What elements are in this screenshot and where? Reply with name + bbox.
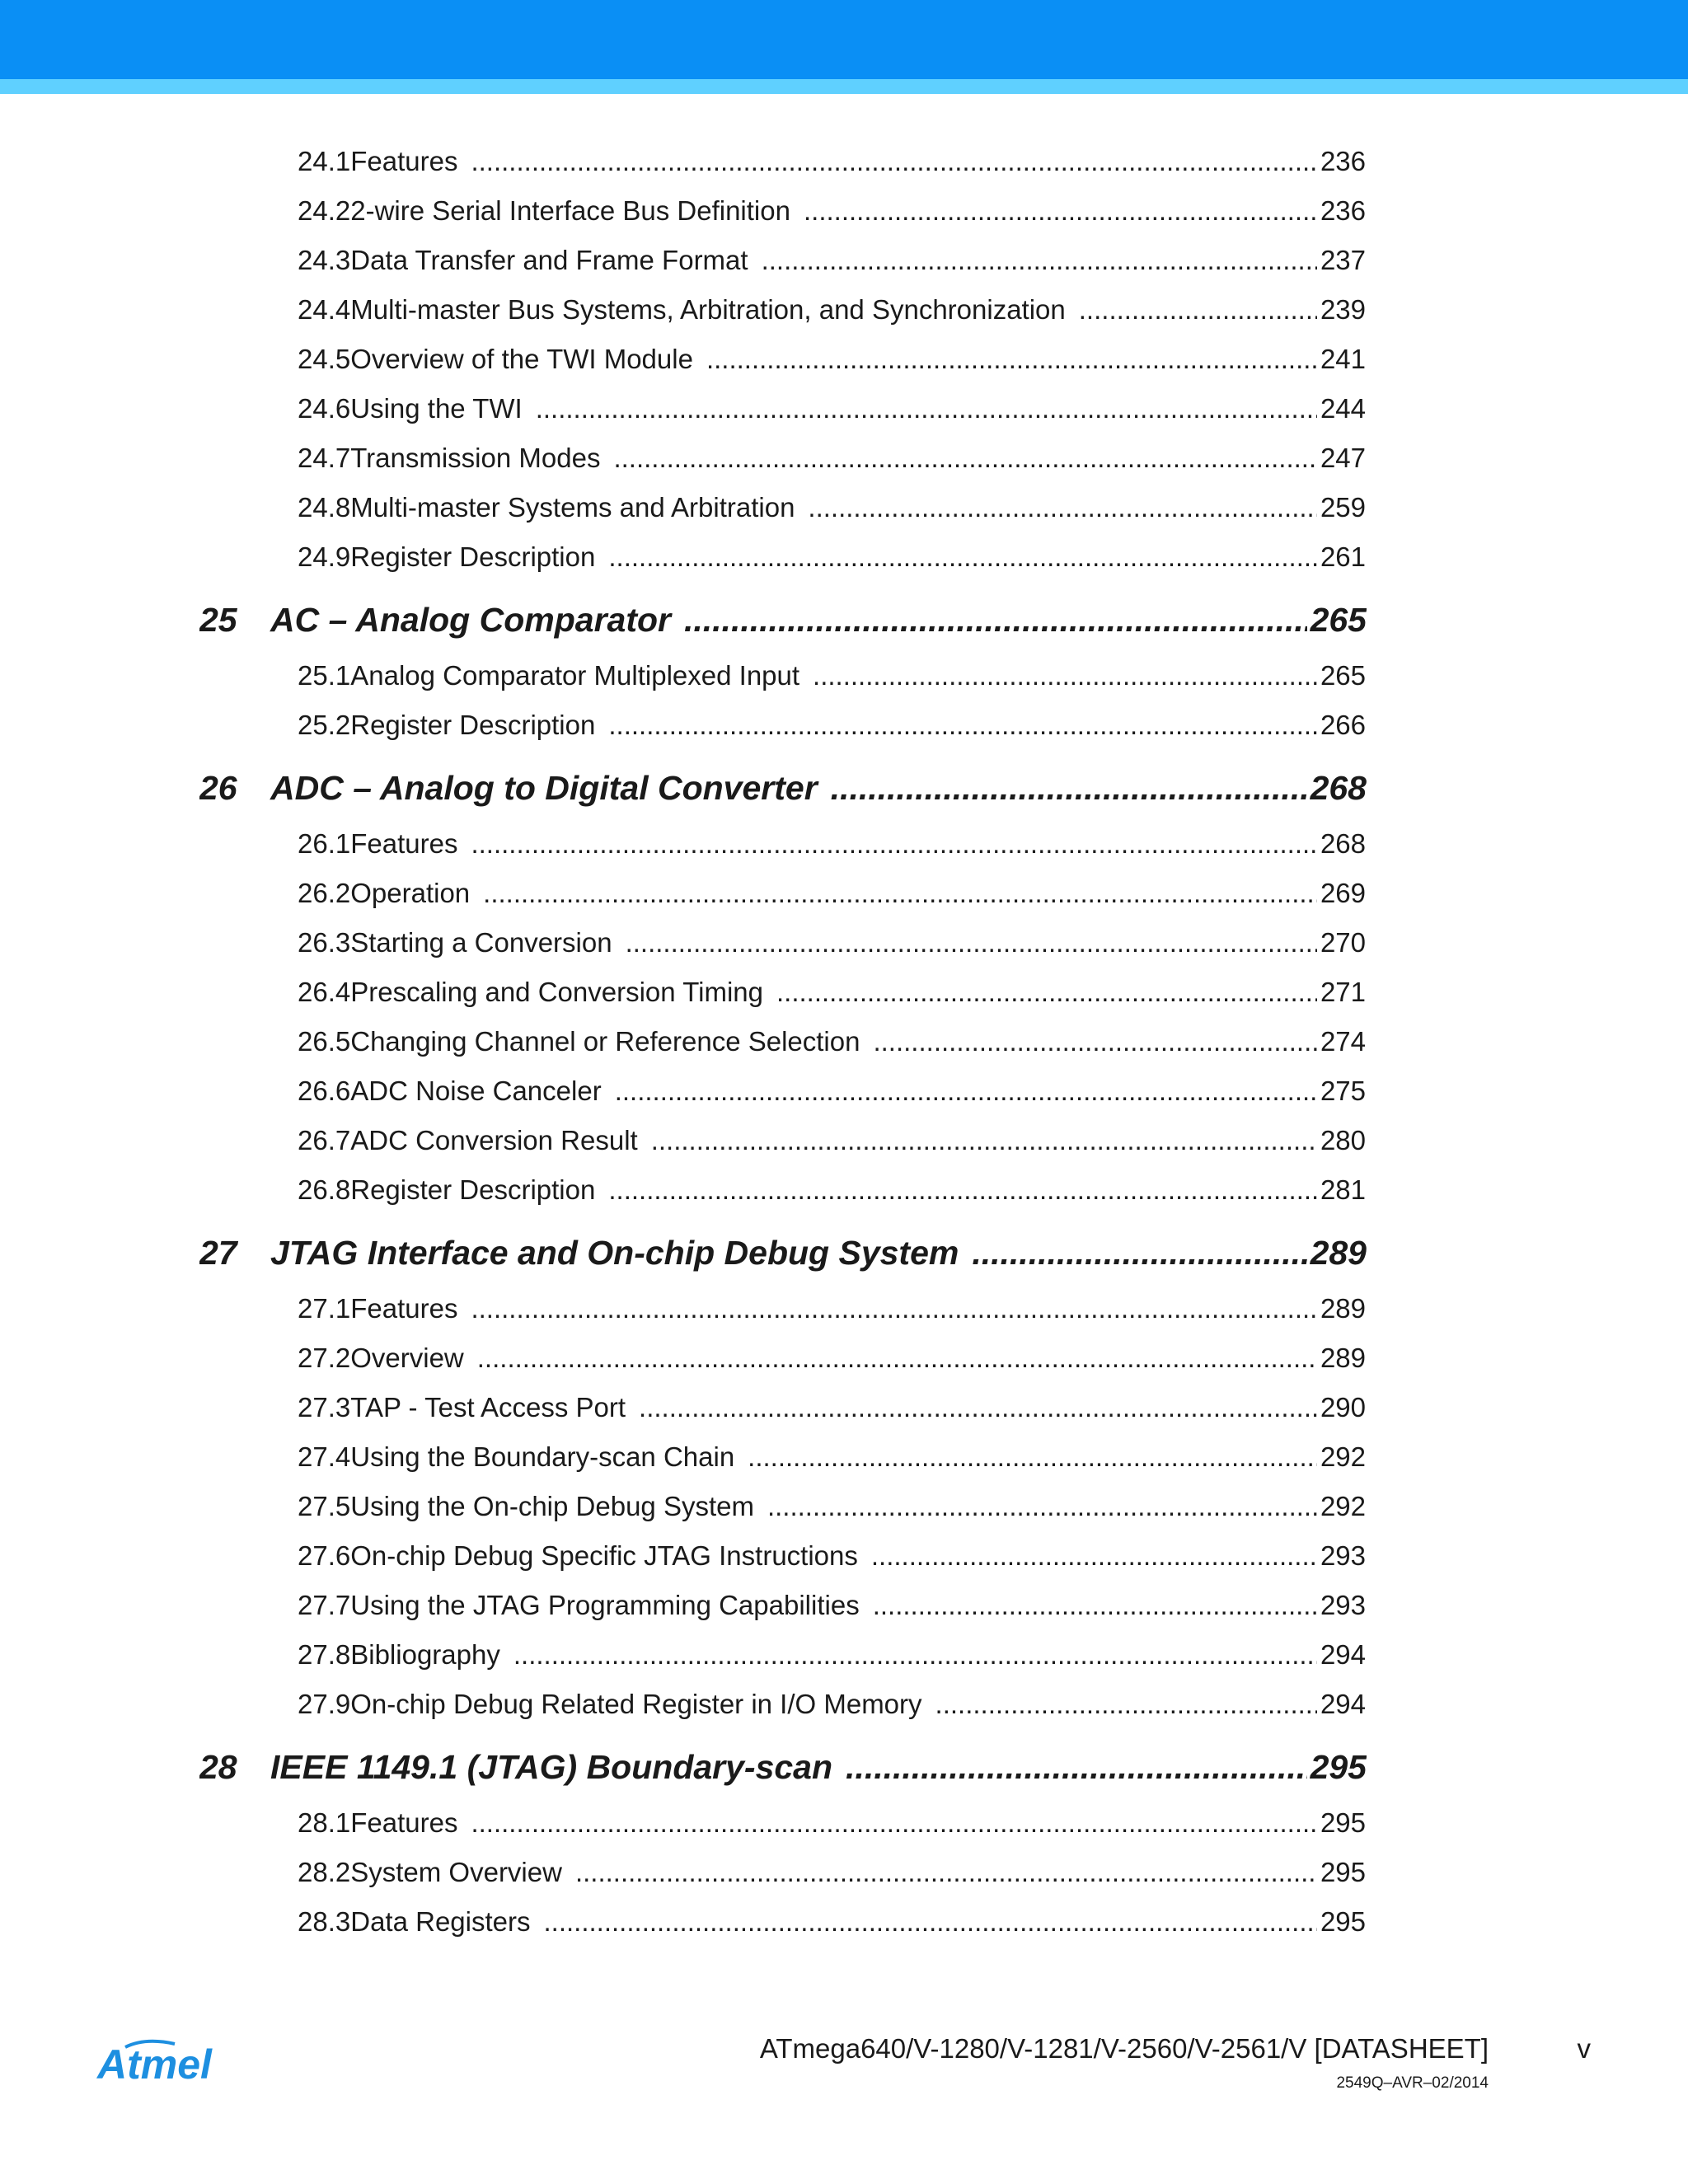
section-title: On-chip Debug Specific JTAG Instructions (350, 1540, 858, 1571)
dot-leader (477, 1333, 1317, 1383)
dot-leader (651, 1116, 1317, 1165)
dot-leader (471, 819, 1316, 869)
toc-section-entry[interactable] (298, 651, 1366, 701)
page-reference: 268 (1310, 769, 1367, 807)
toc-section-entry[interactable] (298, 1284, 1366, 1333)
toc-section-entry[interactable] (298, 819, 1366, 869)
toc-section-entry[interactable] (298, 1116, 1366, 1165)
toc-section-entry[interactable] (298, 1897, 1366, 1947)
toc-section-entry[interactable] (298, 532, 1366, 582)
section-number: 26.8 (298, 1174, 351, 1205)
toc-chapter-entry[interactable] (199, 757, 1367, 819)
section-title: Prescaling and Conversion Timing (350, 977, 763, 1007)
dot-leader (846, 1736, 1307, 1798)
page-reference: 292 (1320, 1491, 1366, 1521)
chapter-number: 25 (199, 601, 237, 639)
chapter-title: ADC – Analog to Digital Converter (270, 769, 818, 807)
toc-section-entry[interactable] (298, 869, 1366, 918)
toc-section-entry[interactable] (298, 1383, 1366, 1432)
section-title: Using the TWI (350, 393, 523, 424)
section-number: 25.1 (298, 660, 351, 691)
page-number: v (1577, 2033, 1591, 2064)
page-reference: 295 (1310, 1748, 1367, 1786)
document-code: 2549Q–AVR–02/2014 (1336, 2074, 1489, 2092)
chapter-title: AC – Analog Comparator (270, 601, 671, 639)
section-number: 27.7 (298, 1590, 351, 1620)
dot-leader (767, 1482, 1317, 1531)
toc-section-entry[interactable] (298, 701, 1366, 750)
dot-leader (804, 186, 1317, 236)
page-reference: 292 (1320, 1441, 1366, 1472)
page-reference: 281 (1320, 1174, 1366, 1205)
section-number: 24.5 (298, 344, 351, 374)
page-reference: 237 (1320, 245, 1366, 275)
dot-leader (808, 483, 1317, 532)
toc-section-entry[interactable] (298, 1017, 1366, 1066)
section-number: 28.3 (298, 1906, 351, 1937)
page-reference: 289 (1310, 1234, 1367, 1272)
toc-section-entry[interactable] (298, 1432, 1366, 1482)
toc-chapter-entry[interactable] (199, 588, 1367, 651)
dot-leader (831, 757, 1307, 819)
toc-section-entry[interactable] (298, 918, 1366, 968)
page-reference: 259 (1320, 492, 1366, 523)
dot-leader (513, 1630, 1317, 1680)
section-title: On-chip Debug Related Register in I/O Memory (350, 1689, 922, 1719)
chapter-number: 26 (199, 769, 237, 807)
page-reference: 239 (1320, 294, 1366, 325)
section-number: 27.2 (298, 1343, 351, 1373)
toc-section-entry[interactable] (298, 186, 1366, 236)
section-number: 24.1 (298, 146, 351, 176)
section-title: ADC Noise Canceler (350, 1076, 602, 1106)
page-reference: 295 (1320, 1857, 1366, 1887)
page-reference: 274 (1320, 1026, 1366, 1057)
page-reference: 275 (1320, 1076, 1366, 1106)
page-reference: 247 (1320, 443, 1366, 473)
dot-leader (762, 236, 1317, 285)
section-title: Multi-master Bus Systems, Arbitration, and Synchronization (350, 294, 1066, 325)
section-title: Features (350, 1293, 458, 1324)
section-title: TAP - Test Access Port (350, 1392, 626, 1422)
section-title: Bibliography (350, 1639, 500, 1670)
toc-section-entry[interactable] (298, 968, 1366, 1017)
section-number: 28.1 (298, 1807, 351, 1838)
toc-section-entry[interactable] (298, 1581, 1366, 1630)
toc-section-entry[interactable] (298, 335, 1366, 384)
dot-leader (748, 1432, 1317, 1482)
section-number: 26.3 (298, 927, 351, 958)
section-title: Starting a Conversion (350, 927, 612, 958)
section-title: Features (350, 146, 458, 176)
chapter-title: IEEE 1149.1 (JTAG) Boundary-scan (270, 1748, 833, 1786)
section-number: 26.2 (298, 878, 351, 908)
section-title: Register Description (350, 710, 596, 740)
dot-leader (871, 1531, 1317, 1581)
toc-section-entry[interactable] (298, 236, 1366, 285)
dot-leader (873, 1581, 1317, 1630)
section-number: 24.9 (298, 541, 351, 572)
page-reference: 266 (1320, 710, 1366, 740)
section-title: Overview (350, 1343, 464, 1373)
section-number: 27.5 (298, 1491, 351, 1521)
page-reference: 265 (1320, 660, 1366, 691)
page-reference: 236 (1320, 146, 1366, 176)
section-number: 26.4 (298, 977, 351, 1007)
toc-section-entry[interactable] (298, 1165, 1366, 1215)
section-title: 2-wire Serial Interface Bus Definition (350, 195, 790, 226)
atmel-logo (96, 2036, 240, 2093)
section-number: 26.6 (298, 1076, 351, 1106)
dot-leader (639, 1383, 1317, 1432)
page-reference: 290 (1320, 1392, 1366, 1422)
section-title: System Overview (350, 1857, 562, 1887)
page-reference: 261 (1320, 541, 1366, 572)
section-title: Changing Channel or Reference Selection (350, 1026, 860, 1057)
dot-leader (873, 1017, 1316, 1066)
page-reference: 289 (1320, 1293, 1366, 1324)
toc-section-entry[interactable] (298, 1630, 1366, 1680)
toc-section-entry[interactable] (298, 1066, 1366, 1116)
dot-leader (813, 651, 1317, 701)
toc-chapter-entry[interactable] (199, 1221, 1367, 1284)
toc-section-entry[interactable] (298, 1798, 1366, 1848)
toc-section-entry[interactable] (298, 1680, 1366, 1729)
dot-leader (776, 968, 1317, 1017)
section-number: 24.8 (298, 492, 351, 523)
dot-leader (544, 1897, 1317, 1947)
dot-leader (972, 1221, 1306, 1284)
section-number: 27.4 (298, 1441, 351, 1472)
dot-leader (536, 384, 1317, 434)
page-reference: 241 (1320, 344, 1366, 374)
section-number: 24.4 (298, 294, 351, 325)
document-title: ATmega640/V-1280/V-1281/V-2560/V-2561/V [DATASHEET] (759, 2033, 1489, 2064)
dot-leader (684, 588, 1307, 651)
toc-section-entry[interactable] (298, 434, 1366, 483)
dot-leader (935, 1680, 1317, 1729)
dot-leader (615, 1066, 1317, 1116)
section-title: Features (350, 1807, 458, 1838)
header-band (0, 0, 1688, 79)
page-reference: 244 (1320, 393, 1366, 424)
section-number: 27.9 (298, 1689, 351, 1719)
toc-section-entry[interactable] (298, 137, 1366, 186)
section-title: Using the On-chip Debug System (350, 1491, 754, 1521)
page-reference: 236 (1320, 195, 1366, 226)
chapter-number: 27 (199, 1234, 237, 1272)
section-number: 27.8 (298, 1639, 351, 1670)
section-title: Data Registers (350, 1906, 531, 1937)
page-reference: 294 (1320, 1639, 1366, 1670)
section-number: 27.1 (298, 1293, 351, 1324)
section-number: 27.6 (298, 1540, 351, 1571)
chapter-number: 28 (199, 1748, 237, 1786)
dot-leader (608, 1165, 1317, 1215)
dot-leader (1079, 285, 1317, 335)
section-title: ADC Conversion Result (350, 1125, 638, 1155)
toc-section-entry[interactable] (298, 483, 1366, 532)
page-reference: 295 (1320, 1807, 1366, 1838)
section-number: 26.5 (298, 1026, 351, 1057)
section-title: Analog Comparator Multiplexed Input (350, 660, 800, 691)
section-title: Register Description (350, 541, 596, 572)
section-number: 27.3 (298, 1392, 351, 1422)
header-band-strip (0, 79, 1688, 94)
dot-leader (706, 335, 1317, 384)
page-reference: 270 (1320, 927, 1366, 958)
toc-section-entry[interactable] (298, 285, 1366, 335)
section-title: Operation (350, 878, 471, 908)
dot-leader (471, 1798, 1316, 1848)
dot-leader (608, 701, 1317, 750)
section-number: 24.2 (298, 195, 351, 226)
section-title: Overview of the TWI Module (350, 344, 693, 374)
page-reference: 271 (1320, 977, 1366, 1007)
dot-leader (471, 137, 1316, 186)
dot-leader (471, 1284, 1316, 1333)
dot-leader (613, 434, 1316, 483)
section-title: Features (350, 828, 458, 859)
toc-section-entry[interactable] (298, 384, 1366, 434)
toc-section-entry[interactable] (298, 1333, 1366, 1383)
toc-section-entry[interactable] (298, 1531, 1366, 1581)
page-reference: 293 (1320, 1590, 1366, 1620)
section-number: 25.2 (298, 710, 351, 740)
section-title: Data Transfer and Frame Format (350, 245, 748, 275)
toc-chapter-entry[interactable] (199, 1736, 1367, 1798)
dot-leader (626, 918, 1317, 968)
dot-leader (608, 532, 1317, 582)
toc-section-entry[interactable] (298, 1482, 1366, 1531)
section-number: 28.2 (298, 1857, 351, 1887)
page-reference: 280 (1320, 1125, 1366, 1155)
section-number: 24.6 (298, 393, 351, 424)
page-reference: 289 (1320, 1343, 1366, 1373)
page-reference: 294 (1320, 1689, 1366, 1719)
section-number: 24.7 (298, 443, 351, 473)
dot-leader (575, 1848, 1317, 1897)
toc-section-entry[interactable] (298, 1848, 1366, 1897)
page-reference: 265 (1310, 601, 1367, 639)
section-title: Transmission Modes (350, 443, 601, 473)
section-title: Register Description (350, 1174, 596, 1205)
dot-leader (483, 869, 1317, 918)
section-number: 26.1 (298, 828, 351, 859)
page-reference: 293 (1320, 1540, 1366, 1571)
section-title: Multi-master Systems and Arbitration (350, 492, 795, 523)
page-reference: 269 (1320, 878, 1366, 908)
chapter-title: JTAG Interface and On-chip Debug System (270, 1234, 959, 1272)
section-number: 24.3 (298, 245, 351, 275)
section-number: 26.7 (298, 1125, 351, 1155)
section-title: Using the JTAG Programming Capabilities (350, 1590, 860, 1620)
page-reference: 295 (1320, 1906, 1366, 1937)
logo-wordmark: Atmel (97, 2041, 212, 2088)
section-title: Using the Boundary-scan Chain (350, 1441, 735, 1472)
page-reference: 268 (1320, 828, 1366, 859)
